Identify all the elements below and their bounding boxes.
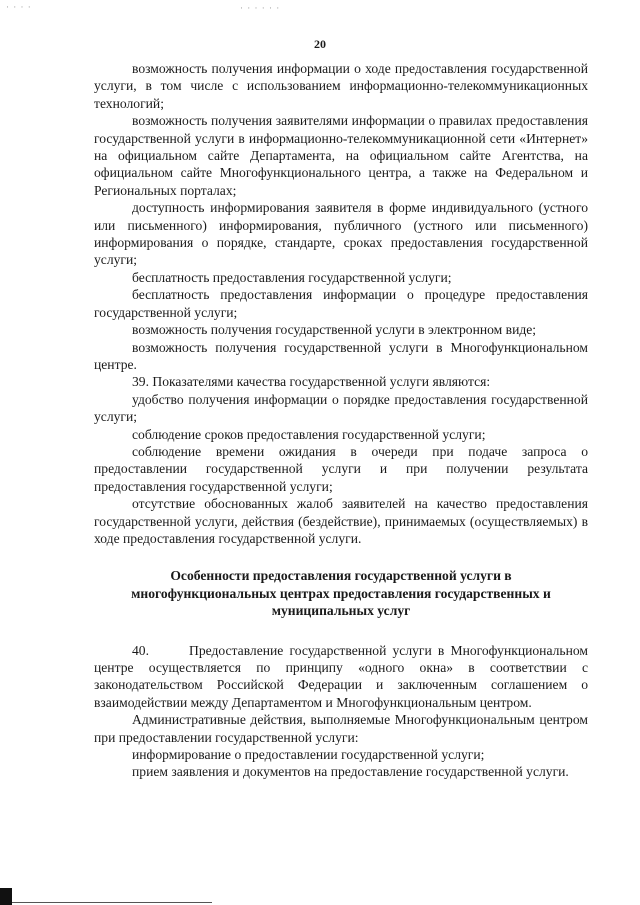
- paragraph: соблюдение времени ожидания в очереди при подаче запроса о предоставлении государственной услуги и при получении результата предоставления государственной услуги;: [94, 443, 588, 494]
- paragraph: Административные действия, выполняемые Многофункциональным центром при предоставлении государственной услуги:: [94, 712, 588, 745]
- scan-edge-line: [12, 902, 212, 903]
- document-body: [94, 60, 588, 781]
- paragraph-40: [94, 642, 588, 712]
- paragraph-text: Предоставление государственной услуги в Многофункциональном центре осуществляется по принципу «одного окна» в соответствии с законодательством Российской Федерации и заключенным соглашением о взаимодействии между Департаментом и Многофункциональным центром.: [94, 642, 588, 710]
- paragraph: информирование о предоставлении государственной услуги;: [132, 747, 485, 763]
- scan-artifact: · · · ·: [6, 2, 32, 12]
- scan-edge-mark: [0, 888, 12, 905]
- paragraph: возможность получения государственной услуги в Многофункциональном центре.: [94, 339, 588, 372]
- paragraph-39: 39. Показателями качества государственной услуги являются:: [132, 374, 491, 390]
- section-heading: Особенности предоставления государственной услуги в многофункциональных центрах предоставления государственных и муниципальных услуг: [131, 568, 551, 619]
- paragraph: возможность получения информации о ходе предоставления государственной услуги, в том числе с использованием информационно-телекоммуникационных технологий;: [94, 61, 588, 111]
- paragraph: соблюдение сроков предоставления государственной услуги;: [132, 426, 486, 442]
- paragraph-number: 40.: [132, 642, 149, 658]
- paragraph: возможность получения заявителями информации о правилах предоставления государственной услуги в информационно-телекоммуникационной сети «Интернет» на официальном сайте Департамента, на официальном сайте Агентства, на официальном сайте Многофункционального центра, а также на Федеральном и Региональных порталах;: [94, 113, 588, 198]
- paragraph: удобство получения информации о порядке предоставления государственной услуги;: [94, 391, 588, 425]
- paragraph: доступность информирования заявителя в форме индивидуального (устного или письменного) информирования, публичного (устного или письменного) информирования о порядке, стандарте, сроках предоставления государственной услуги;: [94, 200, 588, 268]
- paragraph: прием заявления и документов на предоставление государственной услуги.: [132, 764, 569, 780]
- paragraph: возможность получения государственной услуги в электронном виде;: [132, 322, 537, 338]
- paragraph: бесплатность предоставления информации о процедуре предоставления государственной услуги;: [94, 287, 588, 320]
- paragraph: бесплатность предоставления государственной услуги;: [132, 269, 452, 285]
- scan-artifact: · · · · · ·: [240, 3, 281, 13]
- page-number: 20: [314, 37, 326, 51]
- paragraph: отсутствие обоснованных жалоб заявителей на качество предоставления государственной услуги, действия (бездействие), принимаемых (осуществляемых) в ходе предоставления государственной услуги.: [94, 496, 588, 546]
